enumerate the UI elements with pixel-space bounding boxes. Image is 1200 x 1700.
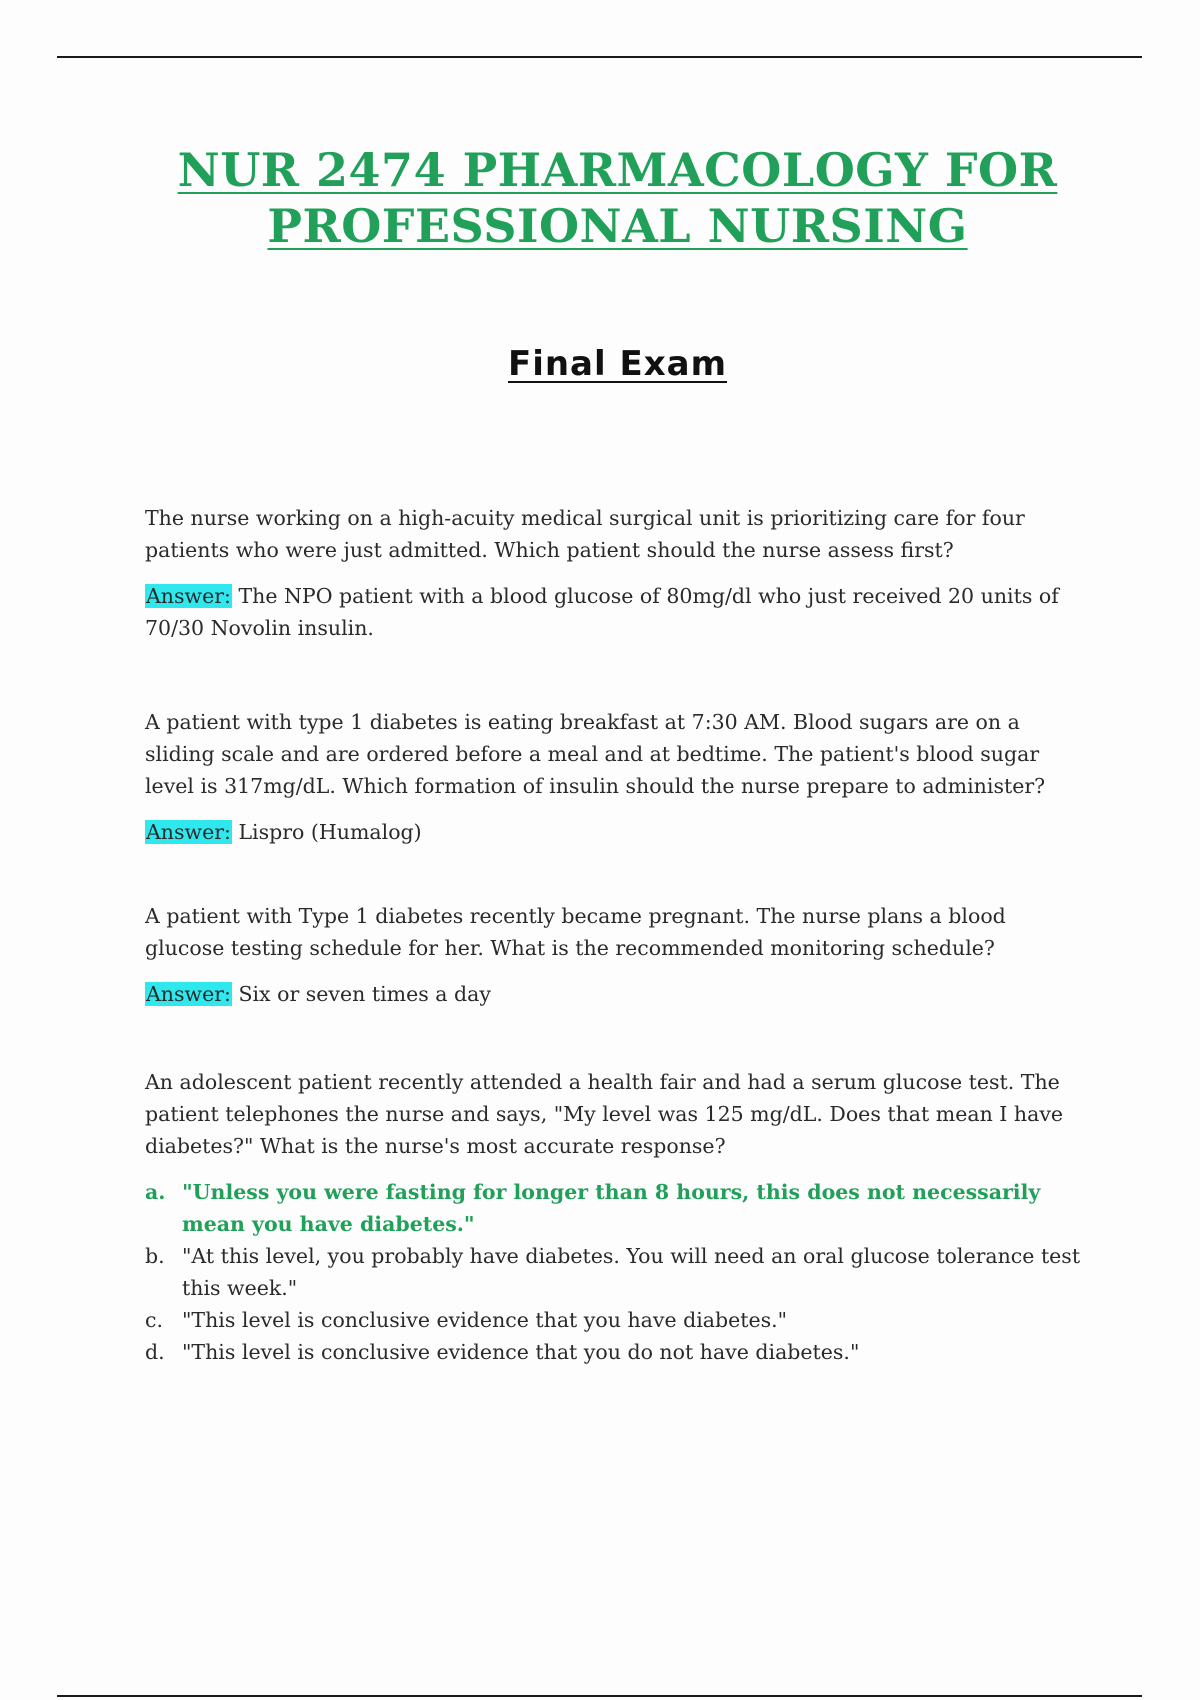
question-text: The nurse working on a high-acuity medical surgical unit is prioritizing care for four patients who were just admitted. Which patient should the nurse assess first? — [145, 506, 1025, 562]
answer-line — [145, 978, 1090, 1010]
question-2 — [145, 706, 1090, 848]
question-3 — [145, 900, 1090, 1010]
option-b — [145, 1240, 1090, 1304]
option-letter: d. — [145, 1340, 165, 1364]
question-text: A patient with type 1 diabetes is eating breakfast at 7:30 AM. Blood sugars are on a sliding scale and are ordered before a meal and at bedtime. The patient's blood sugar level is 317mg/dL. Which formation of insulin should the nurse prepare to administer? — [145, 710, 1046, 798]
option-letter: a. — [145, 1180, 166, 1204]
bottom-rule — [57, 1695, 1142, 1697]
option-a — [145, 1176, 1090, 1240]
question-1 — [145, 502, 1090, 644]
answer-line — [145, 580, 1090, 644]
answer-label: Answer: — [146, 584, 231, 608]
exam-subtitle: Final Exam — [507, 344, 728, 384]
option-text: "This level is conclusive evidence that you do not have diabetes." — [182, 1340, 860, 1364]
option-text: "Unless you were fasting for longer than 8 hours, this does not necessarily mean you have diabetes." — [182, 1180, 1041, 1236]
answer-text: Lispro (Humalog) — [231, 820, 422, 844]
document-title — [0, 142, 1200, 254]
answer-options — [145, 1176, 1090, 1368]
option-letter: b. — [145, 1244, 165, 1268]
title-line-1: NUR 2474 PHARMACOLOGY FOR — [177, 143, 1058, 197]
top-rule — [57, 56, 1142, 58]
option-text: "This level is conclusive evidence that you have diabetes." — [182, 1308, 788, 1332]
answer-label: Answer: — [146, 820, 231, 844]
option-text: "At this level, you probably have diabetes. You will need an oral glucose tolerance test this week." — [182, 1244, 1081, 1300]
question-text: An adolescent patient recently attended a health fair and had a serum glucose test. The patient telephones the nurse and says, "My level was 125 mg/dL. Does that mean I have diabetes?" What is the nurse's most accurate response? — [145, 1070, 1064, 1158]
question-list — [145, 502, 1090, 1368]
title-line-2: PROFESSIONAL NURSING — [267, 199, 968, 253]
answer-text: The NPO patient with a blood glucose of 80mg/dl who just received 20 units of 70/30 Novolin insulin. — [145, 584, 1059, 640]
option-d — [145, 1336, 1090, 1368]
question-4 — [145, 1066, 1090, 1368]
option-c — [145, 1304, 1090, 1336]
answer-line — [145, 816, 1090, 848]
answer-label: Answer: — [146, 982, 231, 1006]
question-text: A patient with Type 1 diabetes recently became pregnant. The nurse plans a blood glucose testing schedule for her. What is the recommended monitoring schedule? — [145, 904, 1006, 960]
answer-text: Six or seven times a day — [231, 982, 491, 1006]
option-letter: c. — [145, 1308, 163, 1332]
